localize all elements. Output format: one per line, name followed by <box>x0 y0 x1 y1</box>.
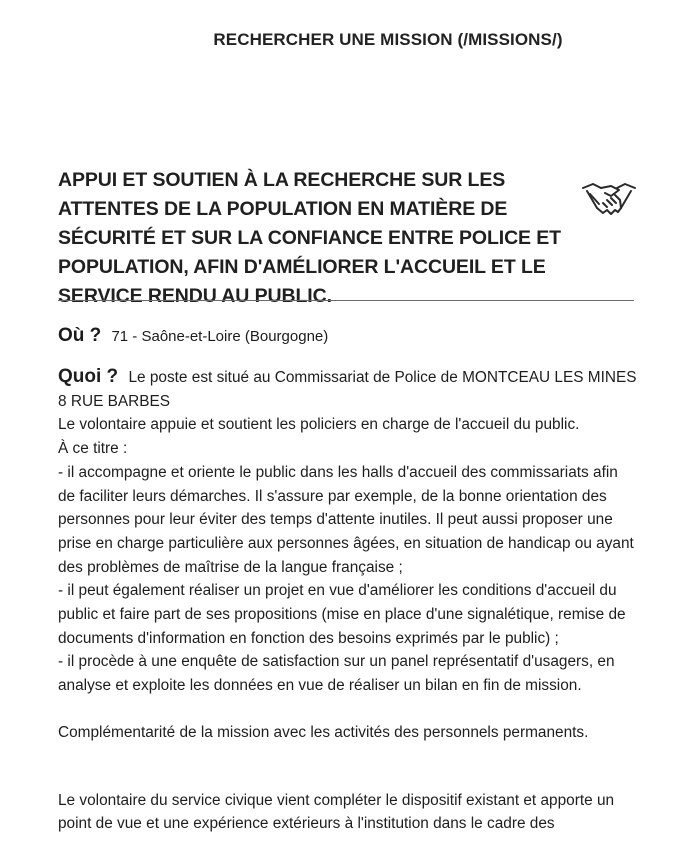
volunteer-paragraph: Le volontaire du service civique vient compléter le dispositif existant et apporte un point de vue et une expérience extérieurs à l'institution dans le cadre des <box>58 791 615 833</box>
paragraph: - il peut également réaliser un projet en vue d'améliorer les conditions d'accueil du public et faire part de ses propositions (mise en place d'une signalétique, remise de documents d'information en fonction des besoins exprimés par le public) ; <box>58 582 626 647</box>
handshake-icon <box>581 178 637 218</box>
what-label: Quoi ? <box>58 366 119 387</box>
location-value: 71 - Saône-et-Loire (Bourgogne) <box>111 328 329 345</box>
location-line <box>58 325 328 348</box>
what-intro <box>58 365 638 413</box>
complementarity-heading: Complémentarité de la mission avec les activités des personnels permanents. <box>58 723 589 741</box>
what-intro-text: Le poste est situé au Commissariat de Police de MONTCEAU LES MINES 8 RUE BARBES <box>58 369 637 410</box>
paragraph: - il accompagne et oriente le public dans les halls d'accueil des commissariats afin de faciliter leurs démarches. Il s'assure par exemple, de la bonne orientation des personnes pour leur éviter des temps d'attente inutiles. Il peut aussi proposer une prise en charge particulière aux personnes âgées, en situation de handicap ou ayant des problèmes de maîtrise de la langue française ; <box>58 463 634 576</box>
paragraph: À ce titre : <box>58 440 128 458</box>
paragraph: Le volontaire appuie et soutient les policiers en charge de l'accueil du public. <box>58 416 580 434</box>
header-link[interactable]: RECHERCHER UNE MISSION (/MISSIONS/) <box>213 30 563 49</box>
mission-title-block <box>58 166 636 311</box>
mission-title: APPUI ET SOUTIEN À LA RECHERCHE SUR LES ATTENTES DE LA POPULATION EN MATIÈRE DE SÉCURITÉ ET SUR LA CONFIANCE ENTRE POLICE ET POPULATION, AFIN D'AMÉLIORER L'ACCUEIL ET LE SERVICE RENDU AU PUBLIC. <box>58 169 561 307</box>
spacer <box>58 745 638 789</box>
paragraph: - il procède à une enquête de satisfaction sur un panel représentatif d'usagers, en analyse et exploite les données en vue de réaliser un bilan en fin de mission. <box>58 653 615 695</box>
title-divider <box>58 300 634 301</box>
location-label: Où ? <box>58 325 102 346</box>
spacer <box>58 698 638 721</box>
page-header[interactable] <box>0 30 700 50</box>
mission-description <box>58 365 638 836</box>
